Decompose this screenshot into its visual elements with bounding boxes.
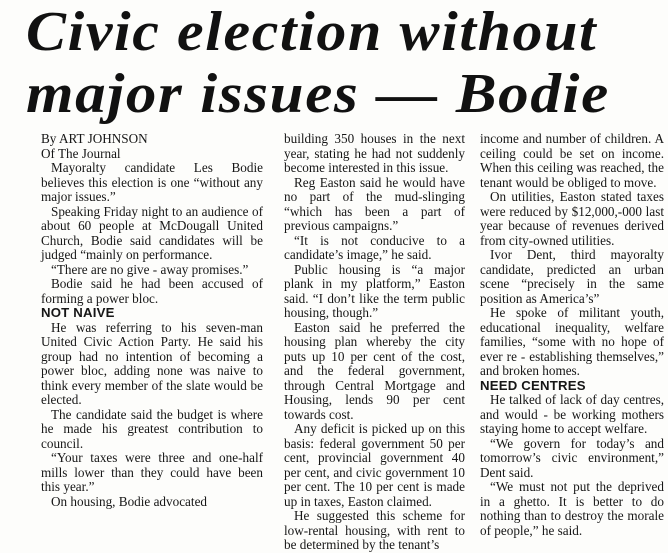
- paragraph: “It is not conducive to a candidate’s image,” he said.: [284, 232, 465, 262]
- paragraph: “We must not put the deprived in a ghetto. It is better to do nothing than to destroy the morale of people,” he said.: [480, 479, 664, 538]
- paragraph: Ivor Dent, third mayoralty candidate, predicted an urban scene “precisely in the same position as America’s”: [480, 247, 664, 306]
- paragraph: He spoke of militant youth, educational inequality, welfare families, “some with no hope of ever re - establishing themselves,” and broken homes.: [480, 305, 664, 378]
- paragraph: He suggested this scheme for low-rental housing, with rent to be determined by the tenant’s: [284, 508, 465, 552]
- paragraph: He talked of lack of day centres, and would - be working mothers staying home to accept welfare.: [480, 392, 664, 436]
- article-column-1: [41, 132, 263, 512]
- paragraph: Any deficit is picked up on this basis: federal government 50 per cent, provincial government 40 per cent, and civic government 10 per cent. The 10 per cent is made up in taxes, Easton claimed.: [284, 421, 465, 509]
- paragraph: “There are no give - away promises.”: [51, 261, 249, 277]
- subheading: NOT NAIVE: [41, 305, 115, 320]
- paragraph: Public housing is “a major plank in my platform,” Easton said. “I don’t like the term public housing, though.”: [284, 261, 465, 320]
- byline-author: By ART JOHNSON: [41, 131, 148, 146]
- paragraph: Bodie said he had been accused of forming a power bloc.: [41, 276, 263, 306]
- paragraph: “We govern for today’s and tomorrow’s civic environment,” Dent said.: [480, 435, 664, 480]
- headline-line-2: major issues — Bodie: [26, 63, 610, 125]
- column-2-body: [284, 132, 465, 553]
- paragraph: On utilities, Easton stated taxes were reduced by $12,000,-000 last year because of revenues derived from city-owned utilities.: [480, 189, 664, 248]
- column-1-body: [41, 161, 263, 509]
- paragraph: The candidate said the budget is where he made his greatest contribution to council.: [41, 406, 263, 451]
- article-column-2: [284, 131, 465, 552]
- paragraph: He was referring to his seven-man United Civic Action Party. He said his group had no intention of becoming a power bloc, adding none was naive to think every member of the slate would be elected.: [41, 319, 263, 407]
- paragraph: Reg Easton said he would have no part of the mud-slinging “which has been a part of previous campaigns.”: [284, 174, 465, 233]
- paragraph-continued: income and number of children. A ceiling could be set on income. When this ceiling was reached, the tenant would be obliged to move.: [480, 131, 664, 190]
- paragraph: Mayoralty candidate Les Bodie believes this election is one “without any major issues.”: [41, 160, 263, 204]
- headline-line-1: Civic election without: [26, 1, 598, 63]
- paragraph-continued: building 350 houses in the next year, stating he had not suddenly become interested in this issue.: [284, 131, 465, 175]
- column-3-body: [480, 132, 664, 538]
- paragraph: “Your taxes were three and one-half mills lower than they could have been this year.”: [41, 450, 263, 494]
- article-column-3: [480, 131, 664, 538]
- headline: [0, 0, 668, 132]
- byline-outlet: Of The Journal: [41, 145, 121, 161]
- paragraph: Speaking Friday night to an audience of about 60 people at McDougall United Church, Bodie said candidates will be judged “mainly on performance.: [41, 203, 263, 262]
- paragraph: Easton said he preferred the housing plan whereby the city puts up 10 per cent of the cost, and the federal government, through Central Mortgage and Housing, lends 90 per cent towards cost.: [284, 319, 465, 422]
- subheading: NEED CENTRES: [480, 377, 586, 393]
- paragraph: On housing, Bodie advocated: [51, 493, 208, 509]
